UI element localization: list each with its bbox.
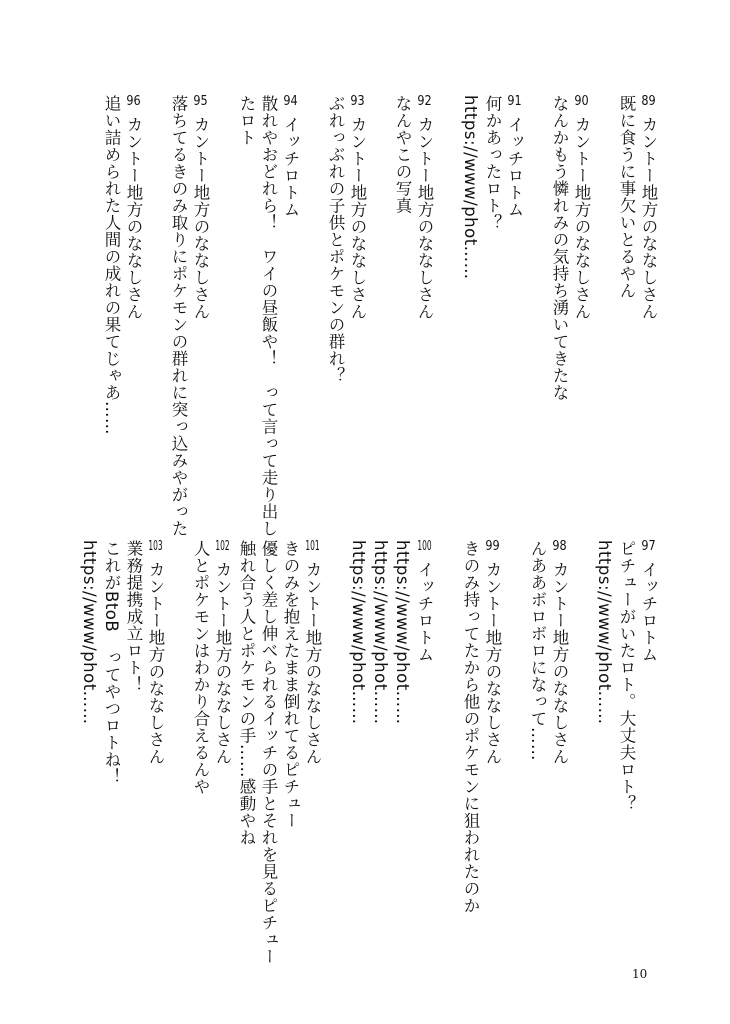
post-103-body-line-2: これがBtoB ってやつロトね！ xyxy=(102,540,121,786)
post-102-header: 102カントー地方のななしさん xyxy=(213,540,232,765)
post-93-header: 93カントー地方のななしさん xyxy=(348,95,367,320)
post-101-body-line-3: 触れ合う人とポケモンの手……感動やね xyxy=(237,540,256,846)
page-number: 10 xyxy=(632,967,648,981)
post-96-body-line-1: 追い詰められた人間の成れの果てじゃあ…… xyxy=(102,95,121,435)
post-96-header: 96カントー地方のななしさん xyxy=(124,95,143,320)
post-100-body-line-2: https://www/phot…… xyxy=(371,540,390,725)
post-91-body-line-2: https://www/phot…… xyxy=(461,95,480,280)
post-91-header: 91イッチロトム xyxy=(505,95,524,218)
post-103-body-line-1: 業務提携成立ロト！ xyxy=(124,540,143,693)
post-94-header: 94イッチロトム xyxy=(281,95,300,218)
post-92-body-line-1: なんやこの写真 xyxy=(393,95,412,214)
post-103-body-line-3: https://www/phot…… xyxy=(80,540,99,725)
post-101-header: 101カントー地方のななしさん xyxy=(303,540,322,765)
post-99-body-line-1: きのみ持ってたから他のポケモンに狙われたのか xyxy=(461,540,480,914)
post-90-header: 90カントー地方のななしさん xyxy=(572,95,591,320)
post-97-body-line-1: ピチューがいたロト。大丈夫ロト？ xyxy=(617,540,636,812)
post-95-body-line-1: 落ちてるきのみ取りにポケモンの群れに突っ込みやがった xyxy=(169,95,188,537)
post-93-body-line-1: ぶれっぶれの子供とポケモンの群れ？ xyxy=(326,95,345,384)
post-94-body-line-1: 散れやおどれら！ ワイの昼飯や！ って言って走り出し xyxy=(259,95,278,537)
post-97-body-line-2: https://www/phot…… xyxy=(595,540,614,725)
post-92-header: 92カントー地方のななしさん xyxy=(415,95,434,320)
post-89-body-line-1: 既に食うに事欠いとるやん xyxy=(617,95,636,299)
post-99-header: 99カントー地方のななしさん xyxy=(483,540,502,765)
post-89-header: 89カントー地方のななしさん xyxy=(639,95,658,320)
post-101-body-line-1: きのみを抱えたまま倒れてるピチュー xyxy=(281,540,300,829)
post-102-body-line-1: 人とポケモンはわかり合えるんや xyxy=(191,540,210,795)
post-95-header: 95カントー地方のななしさん xyxy=(191,95,210,320)
post-101-body-line-2: 優しく差し伸べられるイッチの手とそれを見るピチュー xyxy=(259,540,278,965)
post-90-body-line-1: なんかもう憐れみの気持ち湧いてきたな xyxy=(550,95,569,401)
post-98-body-line-1: んああボロボロになって…… xyxy=(528,540,547,761)
post-94-body-line-2: たロト xyxy=(237,95,256,146)
post-100-body-line-1: https://www/phot…… xyxy=(393,540,412,725)
post-100-header: 100イッチロトム xyxy=(415,540,434,663)
post-103-header: 103カントー地方のななしさん xyxy=(146,540,165,765)
post-97-header: 97イッチロトム xyxy=(639,540,658,663)
post-91-body-line-1: 何かあったロト？ xyxy=(483,95,502,231)
post-98-header: 98カントー地方のななしさん xyxy=(550,540,569,765)
post-100-body-line-3: https://www/phot…… xyxy=(349,540,368,725)
